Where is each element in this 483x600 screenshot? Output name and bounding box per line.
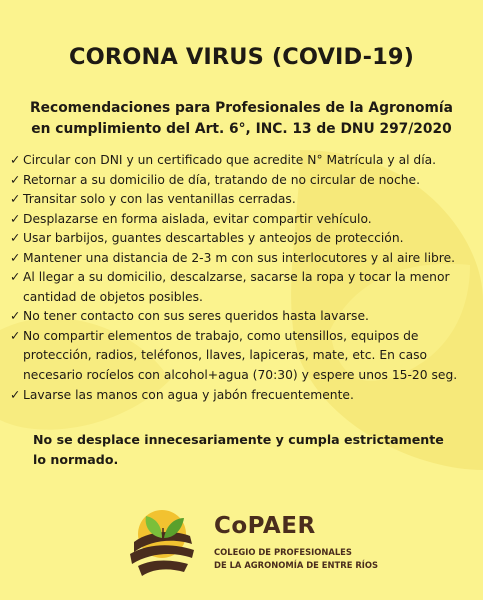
list-item-text: Retornar a su domicilio de día, tratando de no circular de noche. xyxy=(23,172,420,187)
list-item-text: Lavarse las manos con agua y jabón frecuentemente. xyxy=(23,387,354,402)
list-item xyxy=(10,210,480,230)
logo-subtitle-line: COLEGIO DE PROFESIONALES xyxy=(214,547,352,557)
check-icon: ✓ xyxy=(10,328,21,343)
check-icon: ✓ xyxy=(10,172,21,187)
list-item-text: protección, radios, teléfonos, llaves, lapiceras, mate, etc. En caso xyxy=(23,348,428,363)
check-icon: ✓ xyxy=(10,192,21,207)
subtitle-line: Recomendaciones para Profesionales de la Agronomía xyxy=(30,100,453,116)
copaer-logo-icon xyxy=(120,500,202,580)
check-icon: ✓ xyxy=(10,270,21,285)
check-icon: ✓ xyxy=(10,153,21,167)
warning-line: No se desplace innecesariamente y cumpla estrictamente xyxy=(33,432,444,447)
list-item-text: Mantener una distancia de 2-3 m con sus interlocutores y al aire libre. xyxy=(23,250,456,265)
subtitle-line: en cumplimiento del Art. 6°, INC. 13 de DNU 297/2020 xyxy=(31,121,452,137)
logo-name: CoPAER xyxy=(214,513,316,539)
recommendations-list xyxy=(10,151,480,405)
list-item xyxy=(10,268,480,307)
list-item xyxy=(10,151,480,171)
list-item-text: Al llegar a su domicilio, descalzarse, sacarse la ropa y tocar la menor xyxy=(23,270,450,285)
check-icon: ✓ xyxy=(10,211,21,226)
logo-subtitle xyxy=(214,546,378,571)
list-item xyxy=(10,229,480,249)
list-item-text: Usar barbijos, guantes descartables y anteojos de protección. xyxy=(23,231,404,246)
check-icon: ✓ xyxy=(10,387,21,402)
list-item-text: necesario rocíelos con alcohol+agua (70:30) y espere unos 15-20 seg. xyxy=(23,368,458,383)
list-item xyxy=(10,386,480,406)
list-item-text: Desplazarse en forma aislada, evitar compartir vehículo. xyxy=(23,211,372,226)
check-icon: ✓ xyxy=(10,231,21,246)
warning-note xyxy=(33,430,444,470)
list-item xyxy=(10,171,480,191)
subtitle xyxy=(0,98,483,140)
list-item-text: No compartir elementos de trabajo, como utensillos, equipos de xyxy=(23,328,419,343)
list-item xyxy=(10,249,480,269)
list-item xyxy=(10,307,480,327)
warning-line: lo normado. xyxy=(33,452,119,467)
list-item xyxy=(10,190,480,210)
logo-subtitle-line: DE LA AGRONOMÍA DE ENTRE RÍOS xyxy=(214,559,379,570)
check-icon: ✓ xyxy=(10,250,21,265)
list-item xyxy=(10,327,480,386)
list-item-text: No tener contacto con sus seres queridos hasta lavarse. xyxy=(23,309,369,324)
list-item-text: cantidad de objetos posibles. xyxy=(23,289,203,304)
list-item-text: Circular con DNI y un certificado que acredite N° Matrícula y al día. xyxy=(23,153,437,167)
check-icon: ✓ xyxy=(10,309,21,324)
page-title: CORONA VIRUS (COVID-19) xyxy=(68,44,415,70)
list-item-text: Transitar solo y con las ventanillas cerradas. xyxy=(23,192,296,207)
